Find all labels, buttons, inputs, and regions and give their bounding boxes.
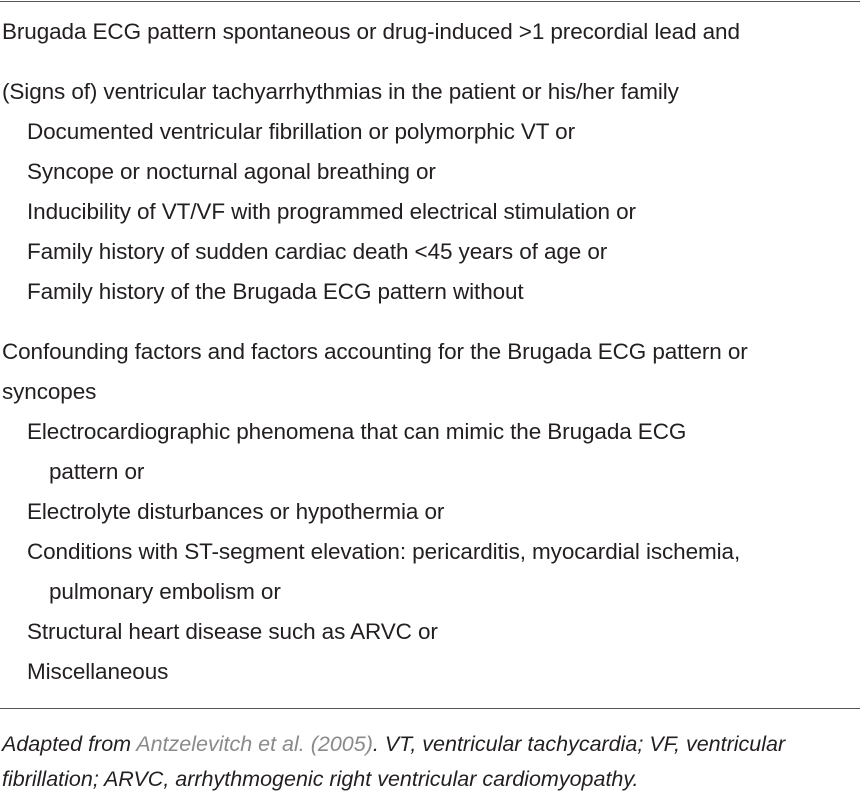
list-item: Structural heart disease such as ARVC or (27, 619, 438, 644)
reference-link[interactable]: Antzelevitch et al. (2005) (136, 732, 373, 756)
table-bottom-rule (0, 708, 860, 709)
list-item-continuation: pulmonary embolism or (49, 579, 281, 604)
table-top-rule (0, 1, 860, 2)
list-item: Inducibility of VT/VF with programmed electrical stimulation or (27, 199, 636, 224)
section-heading-confounding-factors-cont: syncopes (2, 379, 97, 404)
table-footnote-line2: fibrillation; ARVC, arrhythmogenic right ventricular cardiomyopathy. (2, 767, 639, 791)
list-item: Conditions with ST-segment elevation: pericarditis, myocardial ischemia, (27, 539, 741, 564)
table-footnote-line1 (2, 730, 785, 758)
list-item-continuation: pattern or (49, 459, 145, 484)
criterion-ecg-pattern: Brugada ECG pattern spontaneous or drug-induced >1 precordial lead and (2, 19, 740, 44)
footnote-abbreviations: . VT, ventricular tachycardia; VF, ventricular (372, 732, 786, 756)
list-item: Documented ventricular fibrillation or polymorphic VT or (27, 119, 575, 144)
section-heading-confounding-factors: Confounding factors and factors accounting for the Brugada ECG pattern or (2, 339, 748, 364)
list-item: Miscellaneous (27, 659, 169, 684)
list-item: Family history of the Brugada ECG pattern without (27, 279, 524, 304)
list-item: Family history of sudden cardiac death <45 years of age or (27, 239, 608, 264)
footnote-prefix: Adapted from (2, 732, 137, 756)
list-item: Electrolyte disturbances or hypothermia or (27, 499, 445, 524)
section-heading-tachyarrhythmias: (Signs of) ventricular tachyarrhythmias in the patient or his/her family (2, 79, 679, 104)
list-item: Syncope or nocturnal agonal breathing or (27, 159, 436, 184)
list-item: Electrocardiographic phenomena that can mimic the Brugada ECG (27, 419, 687, 444)
